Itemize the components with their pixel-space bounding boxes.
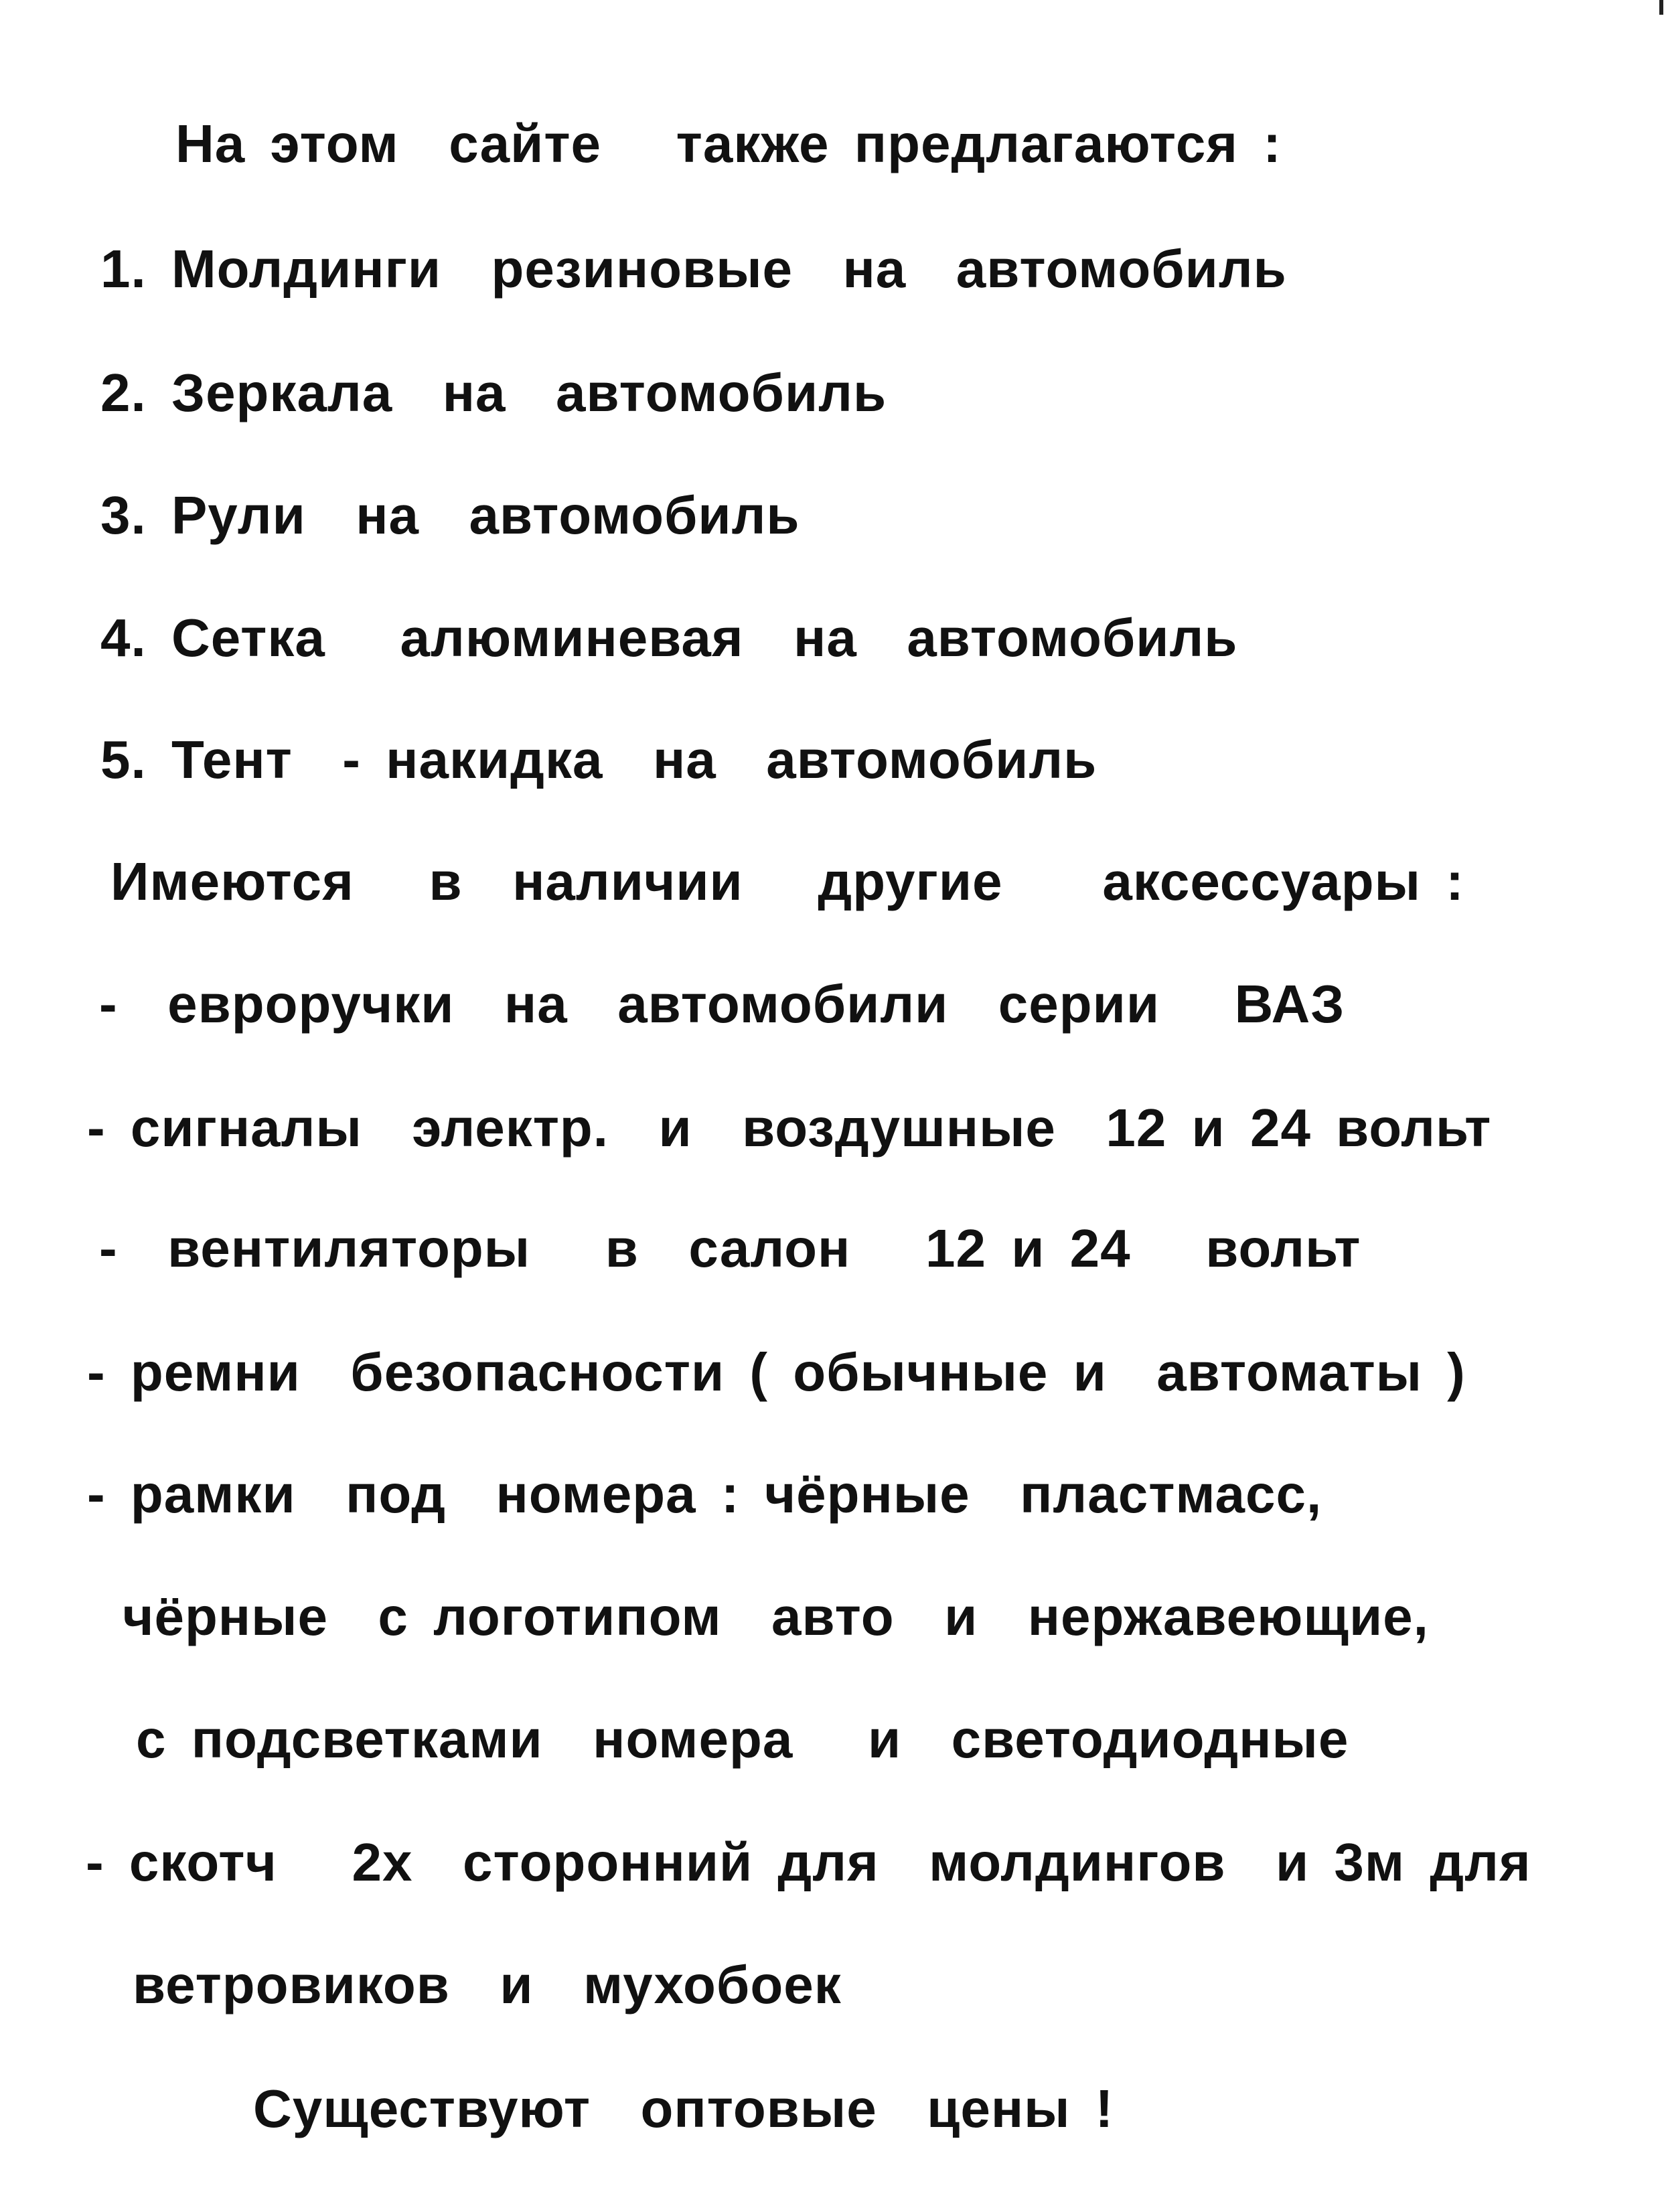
accessory-seatbelts: - ремни безопасности ( обычные и автоматы ) (87, 1342, 1466, 1402)
scan-mark (1659, 0, 1663, 15)
accessory-plate-frames-cont-1: чёрные с логотипом авто и нержавеющие, (123, 1587, 1429, 1646)
accessory-tape-cont: ветровиков и мухобоек (133, 1955, 842, 2014)
heading: На этом сайте также предлагаются : (175, 114, 1282, 173)
subheading: Имеются в наличии другие аксессуары : (110, 852, 1464, 911)
offered-item-3: 3. Рули на автомобиль (100, 485, 800, 545)
accessory-tape: - скотч 2х сторонний для молдингов и 3м для (86, 1832, 1531, 1892)
accessory-eurohandles: - евроручки на автомобили серии ВАЗ (99, 974, 1345, 1034)
accessory-fans: - вентиляторы в салон 12 и 24 вольт (99, 1218, 1361, 1278)
offered-item-2: 2. Зеркала на автомобиль (100, 363, 887, 422)
offered-item-1: 1. Молдинги резиновые на автомобиль (100, 239, 1287, 299)
accessory-plate-frames-cont-2: с подсветками номера и светодиодные (136, 1709, 1349, 1769)
footer-wholesale: Существуют оптовые цены ! (253, 2079, 1114, 2138)
offered-item-4: 4. Сетка алюминевая на автомобиль (100, 608, 1238, 667)
accessory-plate-frames: - рамки под номера : чёрные пластмасс, (87, 1464, 1322, 1524)
offered-item-5: 5. Тент - накидка на автомобиль (100, 730, 1097, 789)
accessory-signals: - сигналы электр. и воздушные 12 и 24 вольт (87, 1098, 1492, 1158)
